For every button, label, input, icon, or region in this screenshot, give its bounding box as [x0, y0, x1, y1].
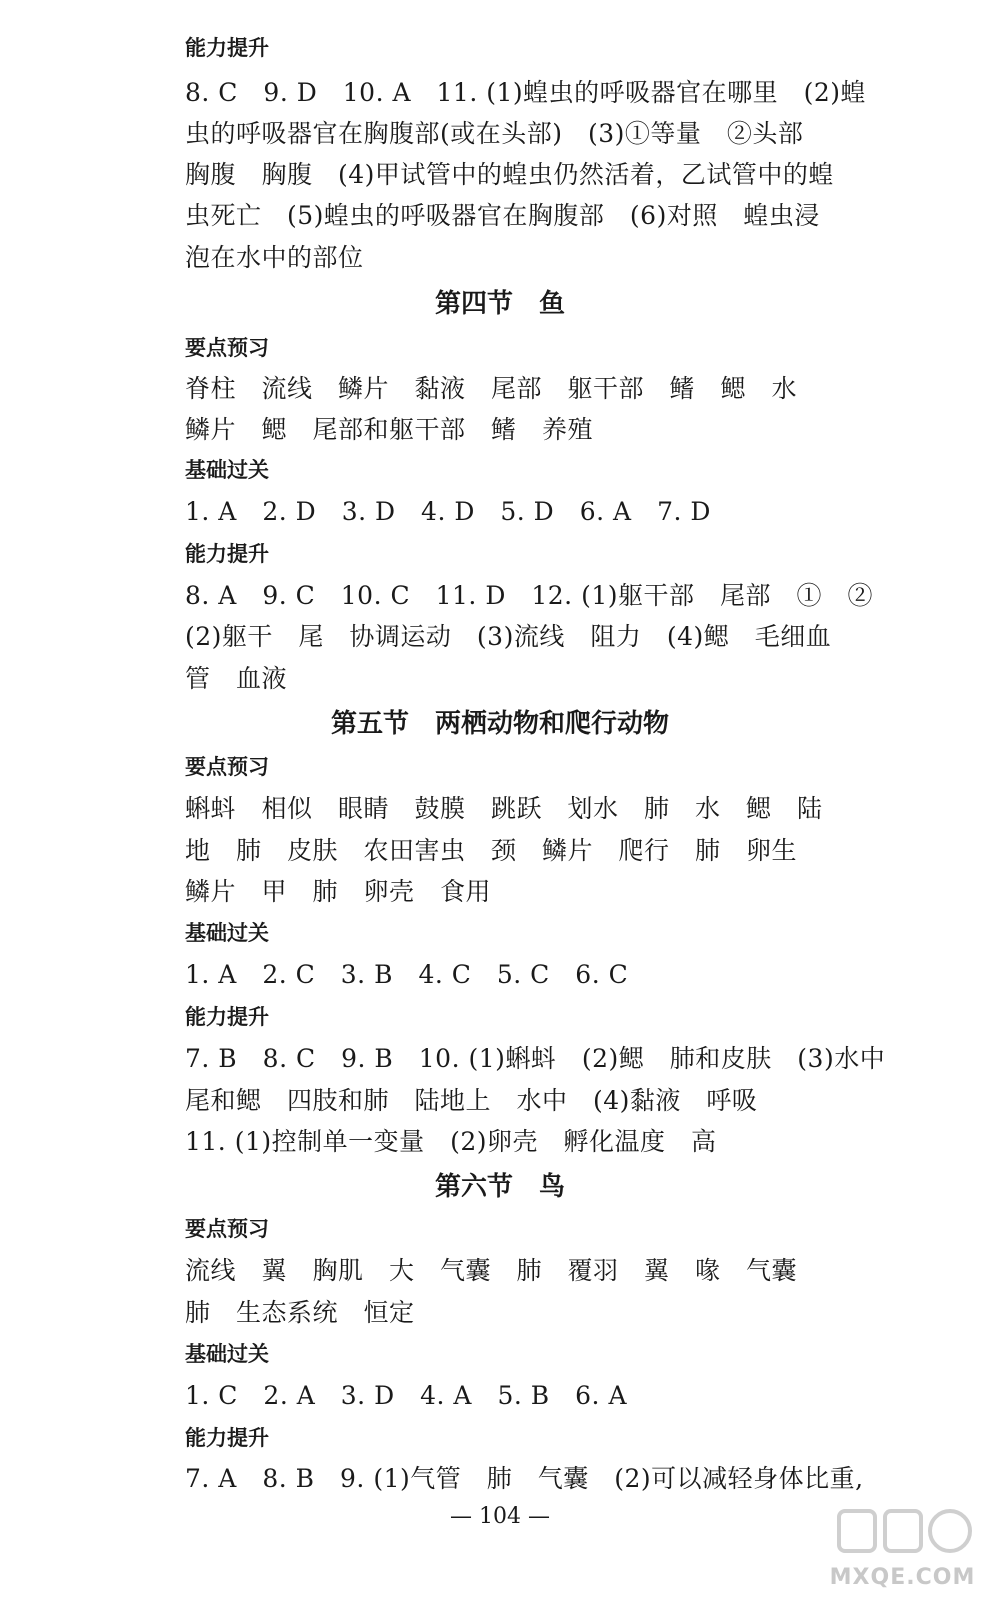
- block-label: 要点预习: [185, 755, 269, 779]
- block-label: 要点预习: [185, 1217, 269, 1241]
- answer-line: 管 血液: [185, 664, 288, 693]
- answer-line: 鳞片 鳃 尾部和躯干部 鳍 养殖: [185, 415, 594, 444]
- answer-line: 8. A 9. C 10. C 11. D 12. (1)躯干部 尾部 ① ②: [185, 581, 873, 610]
- block-label: 能力提升: [185, 1426, 269, 1450]
- answer-line: 8. C 9. D 10. A 11. (1)蝗虫的呼吸器官在哪里 (2)蝗: [185, 78, 867, 107]
- answer-line: 1. A 2. D 3. D 4. D 5. D 6. A 7. D: [185, 497, 711, 526]
- answer-line: 蝌蚪 相似 眼睛 鼓膜 跳跃 划水 肺 水 鳃 陆: [185, 794, 823, 823]
- answer-line: 7. A 8. B 9. (1)气管 肺 气囊 (2)可以减轻身体比重,: [185, 1464, 864, 1493]
- block-label: 能力提升: [185, 1005, 269, 1029]
- answer-line: 流线 翼 胸肌 大 气囊 肺 覆羽 翼 喙 气囊: [185, 1256, 798, 1285]
- answer-line: 虫死亡 (5)蝗虫的呼吸器官在胸腹部 (6)对照 蝗虫浸: [185, 201, 820, 230]
- block-label: 基础过关: [185, 1342, 269, 1366]
- page-number: — 104 —: [450, 1504, 550, 1529]
- watermark-text: MXQE.COM: [829, 1565, 976, 1590]
- block-label: 能力提升: [185, 36, 269, 60]
- answer-line: 泡在水中的部位: [185, 243, 364, 272]
- answer-line: 鳞片 甲 肺 卵壳 食用: [185, 877, 492, 906]
- watermark: [815, 1505, 990, 1590]
- answer-line: 7. B 8. C 9. B 10. (1)蝌蚪 (2)鳃 肺和皮肤 (3)水中: [185, 1044, 886, 1073]
- answer-line: 1. C 2. A 3. D 4. A 5. B 6. A: [185, 1381, 628, 1410]
- answer-line: 胸腹 胸腹 (4)甲试管中的蝗虫仍然活着，乙试管中的蝗: [185, 160, 834, 189]
- answer-line: 尾和鳃 四肢和肺 陆地上 水中 (4)黏液 呼吸: [185, 1086, 758, 1115]
- answer-line: 肺 生态系统 恒定: [185, 1298, 415, 1327]
- answer-line: 1. A 2. C 3. B 4. C 5. C 6. C: [185, 960, 629, 989]
- answer-line: 地 肺 皮肤 农田害虫 颈 鳞片 爬行 肺 卵生: [185, 836, 798, 865]
- answer-seal-icon: [835, 1505, 975, 1560]
- section-title: 第五节 两栖动物和爬行动物: [330, 709, 669, 739]
- answer-line: 虫的呼吸器官在胸腹部(或在头部) (3)①等量 ②头部: [185, 119, 804, 148]
- section-title: 第六节 鸟: [434, 1172, 565, 1202]
- answer-line: 11. (1)控制单一变量 (2)卵壳 孵化温度 高: [185, 1127, 717, 1156]
- block-label: 要点预习: [185, 336, 269, 360]
- answer-line: (2)躯干 尾 协调运动 (3)流线 阻力 (4)鳃 毛细血: [185, 622, 832, 651]
- block-label: 基础过关: [185, 921, 269, 945]
- block-label: 基础过关: [185, 458, 269, 482]
- answer-line: 脊柱 流线 鳞片 黏液 尾部 躯干部 鳍 鳃 水: [185, 374, 798, 403]
- section-title: 第四节 鱼: [434, 289, 565, 319]
- block-label: 能力提升: [185, 542, 269, 566]
